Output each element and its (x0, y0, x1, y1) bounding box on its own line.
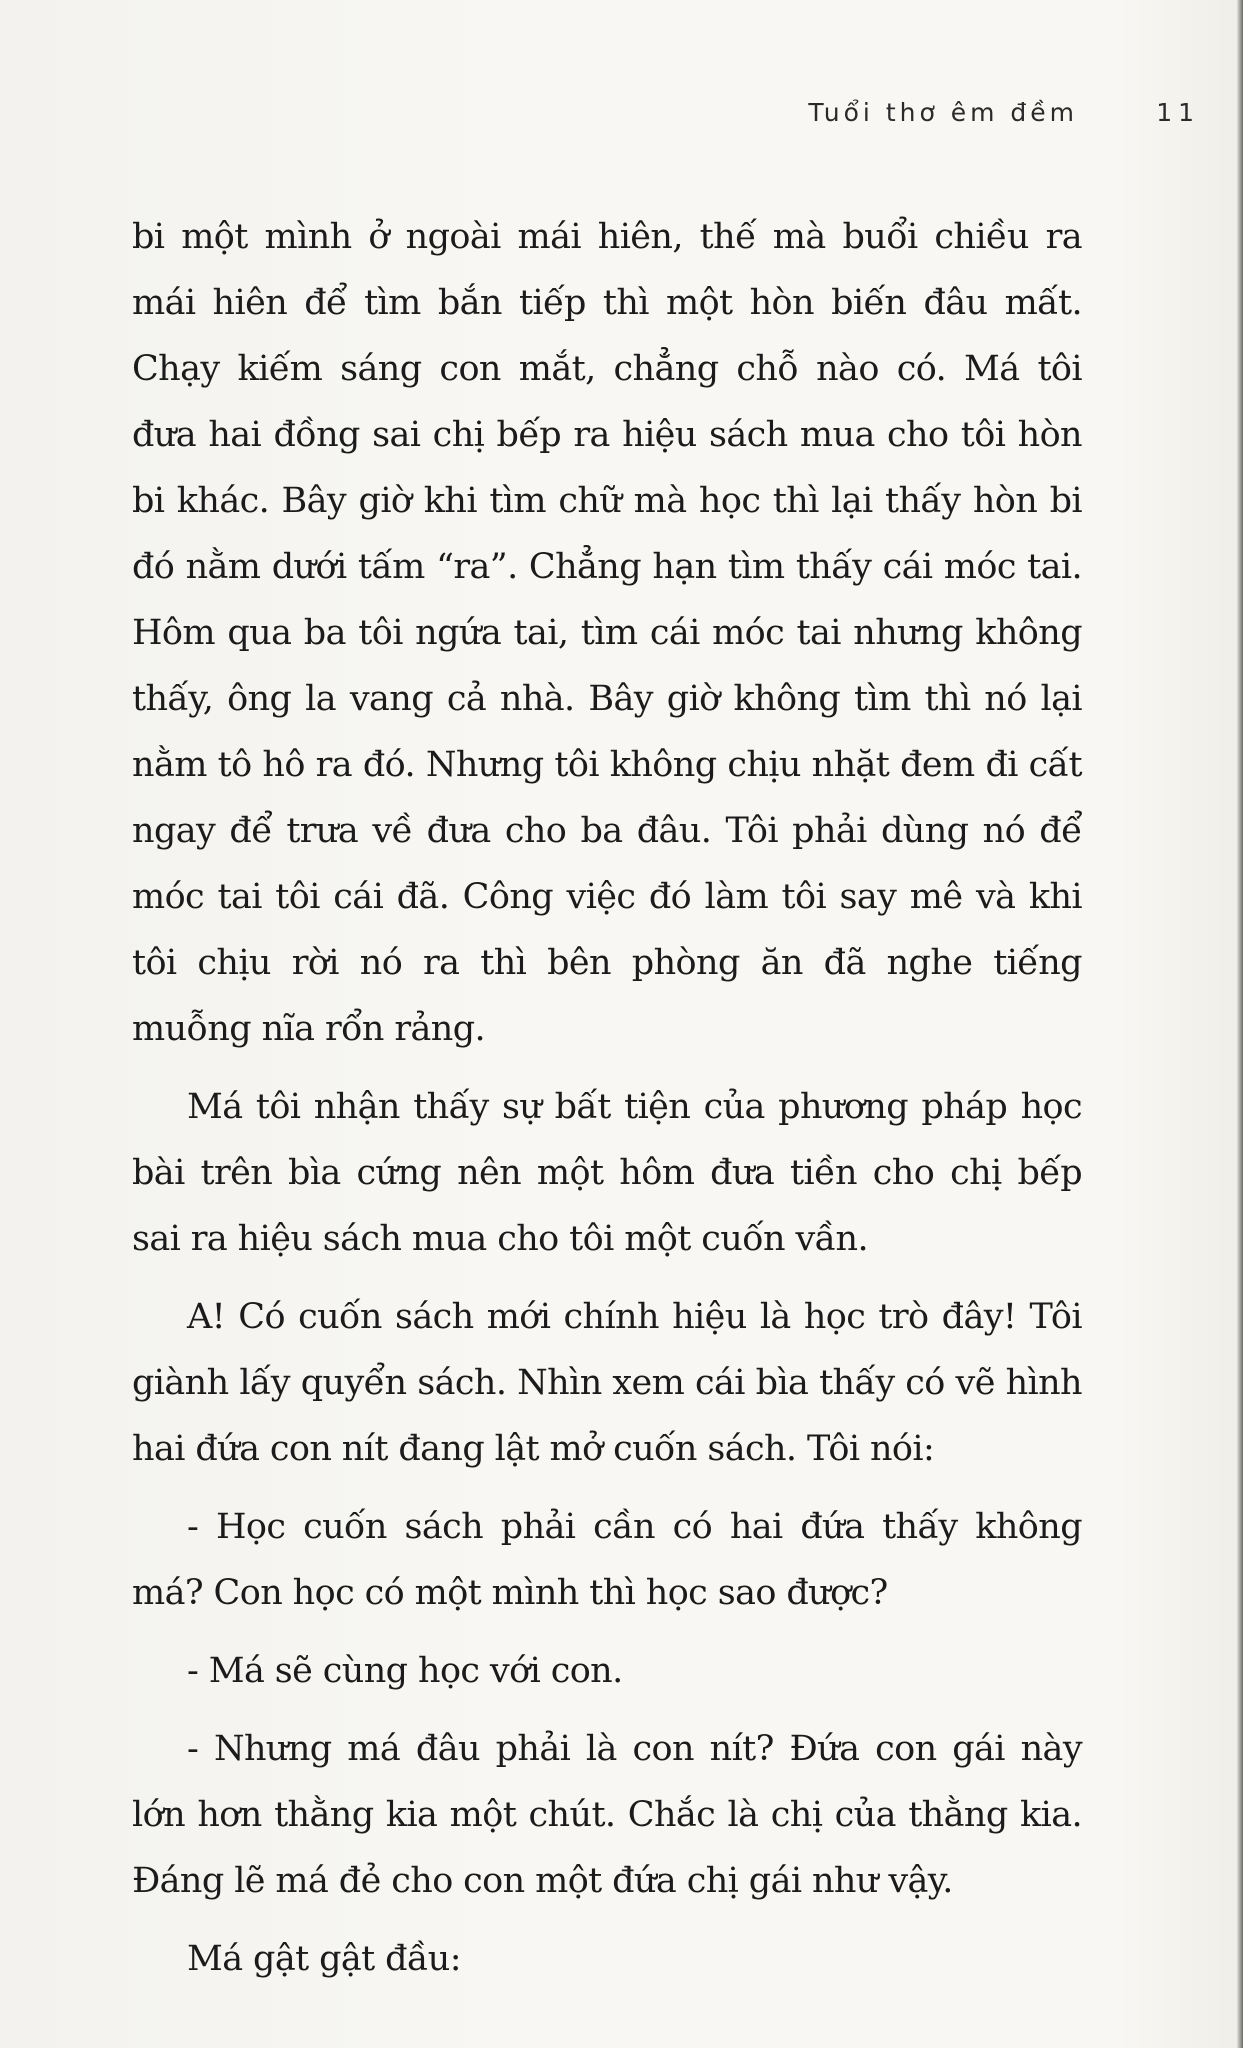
dialogue-line-2: - Má sẽ cùng học với con. (187, 1651, 623, 1691)
paragraph-3: A! Có cuốn sách mới chính hiệu là học trò đây! Tôi giành lấy quyển sách. Nhìn xem cái bìa thấy có vẽ hình hai đứa con nít đang lật mở cuốn sách. Tôi nói: (132, 1297, 1082, 1469)
dialogue-line-1: - Học cuốn sách phải cần có hai đứa thấy không má? Con học có một mình thì học sao được? (132, 1507, 1082, 1613)
dialogue-line-3: - Nhưng má đâu phải là con nít? Đứa con gái này lớn hơn thằng kia một chút. Chắc là chị của thằng kia. Đáng lẽ má đẻ cho con một đứa chị gái như vậy. (132, 1729, 1082, 1901)
paragraph-1: bi một mình ở ngoài mái hiên, thế mà buổi chiều ra mái hiên để tìm bắn tiếp thì một hòn biến đâu mất. Chạy kiếm sáng con mắt, chẳng chỗ nào có. Má tôi đưa hai đồng sai chị bếp ra hiệu sách mua cho tôi hòn bi khác. Bây giờ khi tìm chữ mà học thì lại thấy hòn bi đó nằm dưới tấm “ra”. Chẳng hạn tìm thấy cái móc tai. Hôm qua ba tôi ngứa tai, tìm cái móc tai nhưng không thấy, ông la vang cả nhà. Bây giờ không tìm thì nó lại nằm tô hô ra đó. Nhưng tôi không chịu nhặt đem đi cất ngay để trưa về đưa cho ba đâu. Tôi phải dùng nó để móc tai tôi cái đã. Công việc đó làm tôi say mê và khi tôi chịu rời nó ra thì bên phòng ăn đã nghe tiếng muỗng nĩa rổn rảng. (132, 217, 1082, 1049)
running-title: Tuổi thơ êm đềm (808, 98, 1078, 127)
page-edge-shadow (1237, 0, 1243, 2048)
paragraph-final: Má gật gật đầu: (187, 1939, 461, 1979)
page-number: 11 (1156, 98, 1200, 127)
body-text (132, 204, 1082, 1992)
paragraph-2: Má tôi nhận thấy sự bất tiện của phương pháp học bài trên bìa cứng nên một hôm đưa tiền cho chị bếp sai ra hiệu sách mua cho tôi một cuốn vần. (132, 1087, 1082, 1259)
